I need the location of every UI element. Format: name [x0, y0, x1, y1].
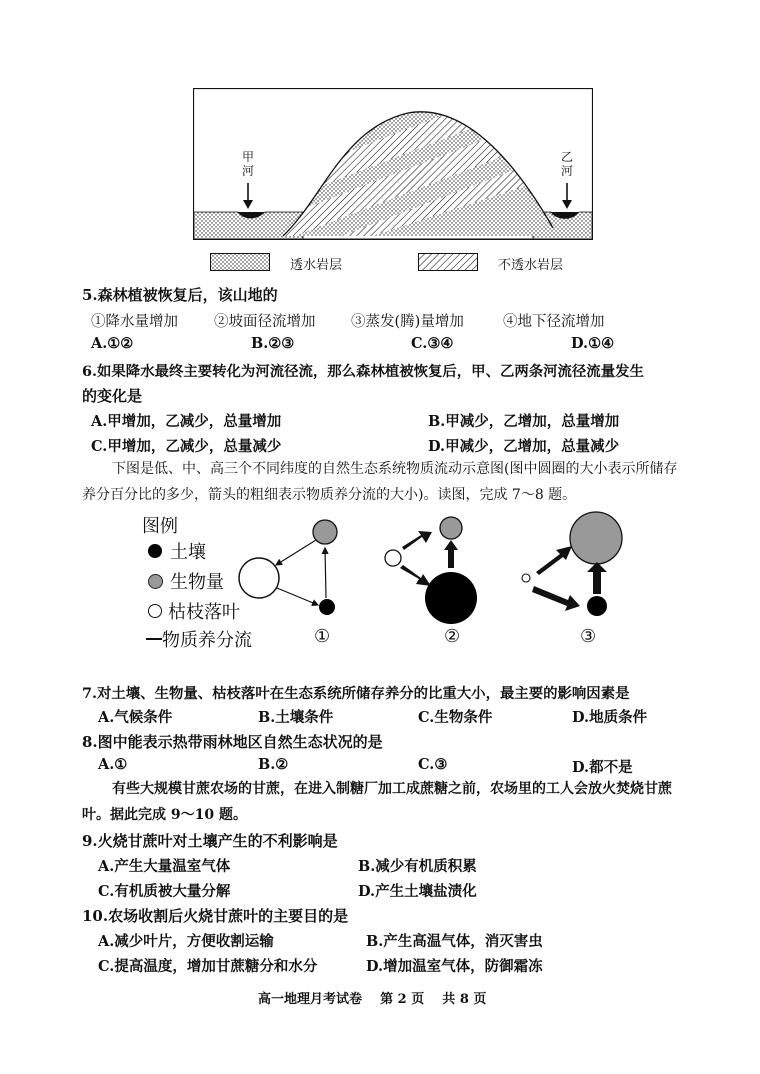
q5-item-2: ②坡面径流增加 — [214, 314, 316, 330]
soil-label: 土壤 — [170, 542, 206, 563]
figure1-legend — [210, 250, 590, 274]
q6-option-d[interactable]: D.甲减少，乙增加，总量减少 — [428, 438, 620, 455]
q10-option-b[interactable]: B.产生高温气体，消灭害虫 — [366, 933, 543, 950]
legend-title: 图例 — [142, 516, 178, 537]
q9-stem: 9.火烧甘蔗叶对土壤产生的不利影响是 — [82, 832, 338, 850]
q10-option-d[interactable]: D.增加温室气体，防御霜冻 — [366, 958, 543, 975]
q5-option-d[interactable]: D.①④ — [571, 335, 615, 352]
q8-option-c[interactable]: C.③ — [418, 756, 448, 773]
impermeable-label: 不透水岩层 — [498, 258, 564, 273]
q5-item-1: ①降水量增加 — [91, 314, 178, 330]
page-footer: 高一地理月考试卷 第 2 页 共 8 页 — [258, 992, 487, 1007]
q8-option-b[interactable]: B.② — [258, 756, 289, 773]
q9-option-a[interactable]: A.产生大量温室气体 — [98, 858, 231, 875]
permeable-label: 透水岩层 — [290, 258, 343, 273]
q6-option-a[interactable]: A.甲增加，乙减少，总量增加 — [91, 413, 282, 430]
diagram-3 — [522, 512, 622, 616]
q6-option-c[interactable]: C.甲增加，乙减少，总量减少 — [91, 438, 282, 455]
impermeable-swatch — [418, 253, 478, 271]
q10-option-a[interactable]: A.减少叶片，方便收割运输 — [98, 933, 274, 950]
q5-option-c[interactable]: C.③④ — [411, 335, 454, 352]
q5-option-b[interactable]: B.②③ — [251, 335, 295, 352]
river-jia-label: 甲河 — [241, 150, 254, 178]
q8-option-d[interactable]: D.都不是 — [572, 759, 633, 776]
q5-item-3: ③蒸发(腾)量增加 — [351, 314, 464, 330]
intro-9-10: 有些大规模甘蔗农场的甘蔗，在进入制糖厂加工成蔗糖之前，农场里的工人会放火焚烧甘蔗叶。据此完成 9～10 题。 — [82, 781, 672, 823]
diagram-label-2: ② — [444, 626, 461, 647]
q6-option-b[interactable]: B.甲减少，乙增加，总量增加 — [428, 413, 620, 430]
q5-stem: 5.森林植被恢复后，该山地的 — [82, 286, 278, 304]
q7-option-c[interactable]: C.生物条件 — [418, 709, 493, 726]
intro-7-8: 下图是低、中、高三个不同纬度的自然生态系统物质流动示意图(图中圆圈的大小表示所储存养分百分比的多少，箭头的粗细表示物质养分流的大小)。读图，完成 7～8 题。 — [82, 461, 678, 503]
diagram-label-1: ① — [314, 626, 331, 647]
q10-option-c[interactable]: C.提高温度，增加甘蔗糖分和水分 — [98, 958, 318, 975]
litter-label: 枯枝落叶 — [168, 602, 240, 623]
diagram-2 — [385, 517, 477, 624]
q8-option-a[interactable]: A.① — [98, 756, 128, 773]
diagram-1 — [239, 520, 337, 615]
permeable-swatch — [210, 253, 270, 271]
q7-option-a[interactable]: A.气候条件 — [98, 709, 173, 726]
q7-option-b[interactable]: B.土壤条件 — [258, 709, 334, 726]
river-yi-label: 乙河 — [560, 150, 573, 178]
q6-stem-line1: 6.如果降水最终主要转化为河流径流，那么森林植被恢复后，甲、乙两条河流径流量发生 — [82, 363, 644, 380]
nutrient-flow-diagrams — [140, 510, 680, 660]
q8-stem: 8.图中能表示热带雨林地区自然生态状况的是 — [82, 733, 383, 751]
q5-option-a[interactable]: A.①② — [91, 335, 134, 352]
flow-label: 物质养分流 — [162, 630, 252, 651]
biomass-label: 生物量 — [170, 572, 224, 593]
q7-stem: 7.对土壤、生物量、枯枝落叶在生态系统所储存养分的比重大小，最主要的影响因素是 — [82, 685, 630, 702]
q7-option-d[interactable]: D.地质条件 — [572, 709, 648, 726]
q5-item-4: ④地下径流增加 — [503, 314, 605, 330]
q10-stem: 10.农场收割后火烧甘蔗叶的主要目的是 — [82, 907, 349, 925]
q6-stem-line2: 的变化是 — [82, 387, 143, 405]
q9-option-d[interactable]: D.产生土壤盐渍化 — [358, 883, 477, 900]
cross-section-figure — [193, 88, 593, 240]
q9-option-c[interactable]: C.有机质被大量分解 — [98, 883, 231, 900]
diagram-label-3: ③ — [580, 626, 597, 647]
q9-option-b[interactable]: B.减少有机质积累 — [358, 858, 477, 875]
nutrient-flow-figure — [140, 510, 680, 660]
